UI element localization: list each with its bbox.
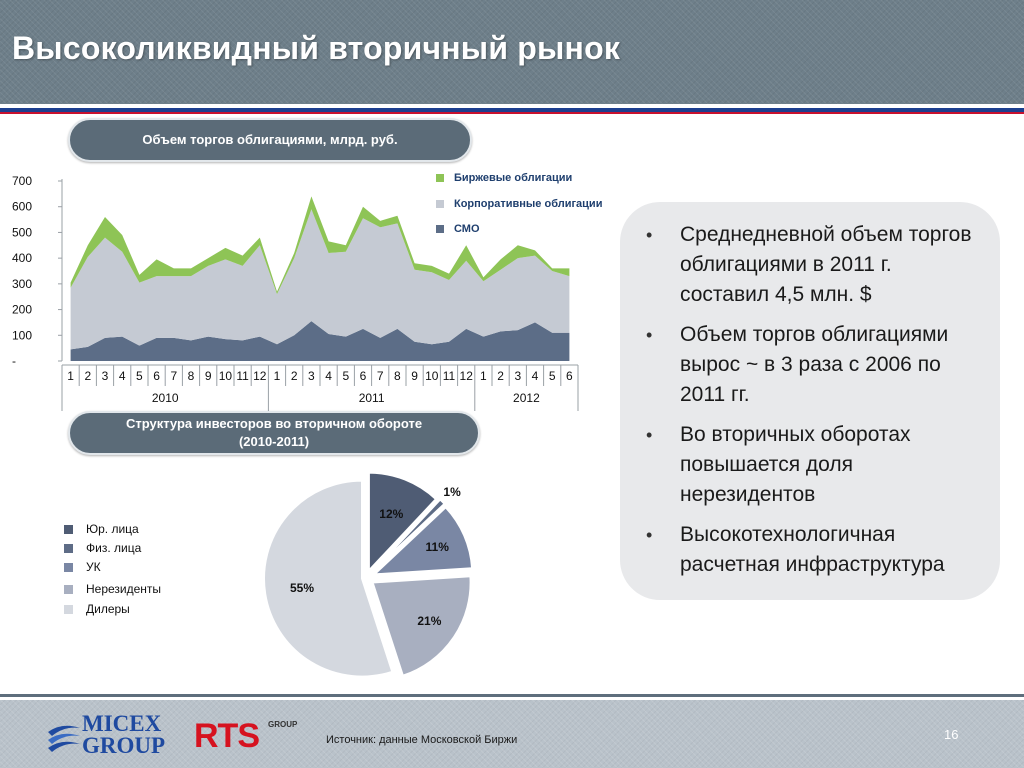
key-point-text: Во вторичных оборотах повышается доля нерезидентов: [680, 423, 911, 506]
x-tick-label: 3: [514, 369, 522, 383]
x-tick-label: 5: [548, 369, 556, 383]
legend-label: Биржевые облигации: [454, 172, 573, 184]
rts-logo-group-text: GROUP: [268, 720, 298, 729]
x-tick-label: 11: [442, 369, 456, 383]
x-tick-label: 3: [308, 369, 315, 383]
area-chart-title: [68, 118, 472, 162]
key-point-text: Высокотехнологичная расчетная инфраструктура: [680, 523, 945, 576]
x-tick-label: 9: [204, 369, 212, 383]
x-tick-label: 11: [236, 369, 249, 383]
key-point-text: Объем торгов облигациями вырос ~ в 3 раза с 2006 по 2011 гг.: [680, 323, 949, 406]
legend-swatch: [436, 225, 444, 233]
x-tick-label: 5: [342, 369, 350, 383]
y-tick-label: 300: [12, 276, 33, 291]
x-tick-label: 1: [480, 369, 487, 383]
pie-value-label: 55%: [289, 581, 315, 596]
investor-structure-pie-chart: [0, 460, 620, 692]
page-number: 16: [944, 727, 959, 742]
x-tick-label: 2: [84, 369, 92, 383]
x-tick-label: 10: [218, 369, 233, 383]
key-points-list: [646, 220, 986, 590]
x-tick-label: 8: [187, 369, 195, 383]
x-tick-label: 2: [290, 369, 298, 383]
bullet-dot-icon: •: [646, 425, 653, 445]
legend-label: СМО: [454, 223, 480, 235]
area-chart-title-text: Объем торгов облигациями, млрд. руб.: [142, 132, 398, 147]
legend-swatch: [436, 174, 444, 182]
x-tick-label: 7: [170, 369, 178, 383]
bullet-dot-icon: •: [646, 325, 653, 345]
x-tick-label: 7: [376, 369, 384, 383]
footer-rule: [0, 694, 1024, 697]
x-tick-label: 12: [459, 369, 473, 383]
legend-label: Юр. лица: [86, 522, 139, 536]
key-point: [646, 420, 986, 510]
x-tick-label: 4: [531, 369, 539, 383]
legend-label: Дилеры: [86, 602, 130, 616]
x-tick-label: 4: [325, 369, 332, 383]
source-note: Источник: данные Московской Биржи: [326, 734, 518, 746]
pie-value-label: 1%: [443, 484, 461, 499]
y-tick-label: -: [12, 354, 16, 368]
micex-group-logo: [46, 711, 166, 758]
x-tick-label: 2: [497, 369, 504, 383]
pie-value-label: 21%: [417, 614, 442, 629]
x-tick-label: 3: [101, 369, 109, 383]
x-group-label: 2010: [151, 391, 179, 405]
legend-label: Физ. лица: [86, 541, 142, 555]
pie-chart-title: [68, 411, 480, 455]
key-point: [646, 220, 986, 310]
bullet-dot-icon: •: [646, 225, 653, 245]
header-bar: [0, 0, 1024, 104]
x-tick-label: 4: [118, 369, 126, 383]
legend-swatch: [436, 200, 444, 208]
y-tick-label: 700: [12, 174, 33, 188]
rts-group-logo: [194, 718, 304, 758]
pie-value-label: 11%: [425, 540, 449, 555]
micex-logo-text-group: GROUP: [82, 733, 166, 758]
x-tick-label: 6: [153, 369, 160, 383]
micex-logo-text: MICEX: [82, 711, 162, 736]
page-title: Высоколиквидный вторичный рынок: [12, 30, 621, 66]
x-tick-label: 9: [411, 369, 418, 383]
x-group-label: 2011: [358, 391, 385, 405]
y-tick-label: 100: [12, 328, 33, 343]
x-tick-label: 5: [136, 369, 143, 383]
key-point: [646, 320, 986, 410]
pie-value-label: 12%: [379, 507, 404, 522]
y-tick-label: 600: [12, 199, 33, 214]
legend-label: Корпоративные облигации: [454, 198, 603, 210]
rts-logo-text: RTS: [194, 717, 259, 755]
y-tick-label: 500: [12, 225, 33, 240]
x-tick-label: 1: [67, 369, 74, 383]
x-tick-label: 10: [425, 369, 439, 383]
pie-chart-title-line2: (2010-2011): [238, 434, 310, 449]
x-tick-label: 6: [566, 369, 573, 383]
x-tick-label: 12: [253, 369, 267, 383]
x-tick-label: 6: [359, 369, 367, 383]
micex-swoosh-icon: [46, 718, 82, 758]
bullet-dot-icon: •: [646, 525, 653, 545]
x-tick-label: 8: [394, 369, 401, 383]
x-tick-label: 1: [273, 369, 281, 383]
legend-label: УК: [86, 560, 101, 574]
y-tick-label: 400: [12, 251, 33, 266]
y-tick-label: 200: [12, 302, 33, 317]
key-point-text: Среднедневной объем торгов облигациями в 2011 г. составил 4,5 млн. $: [680, 223, 972, 306]
accent-rule-red: [0, 112, 1024, 114]
key-point: [646, 520, 986, 580]
pie-chart-title-line1: Структура инвесторов во вторичном обороте: [125, 416, 423, 431]
x-group-label: 2012: [513, 391, 540, 405]
legend-label: Нерезиденты: [86, 582, 162, 596]
